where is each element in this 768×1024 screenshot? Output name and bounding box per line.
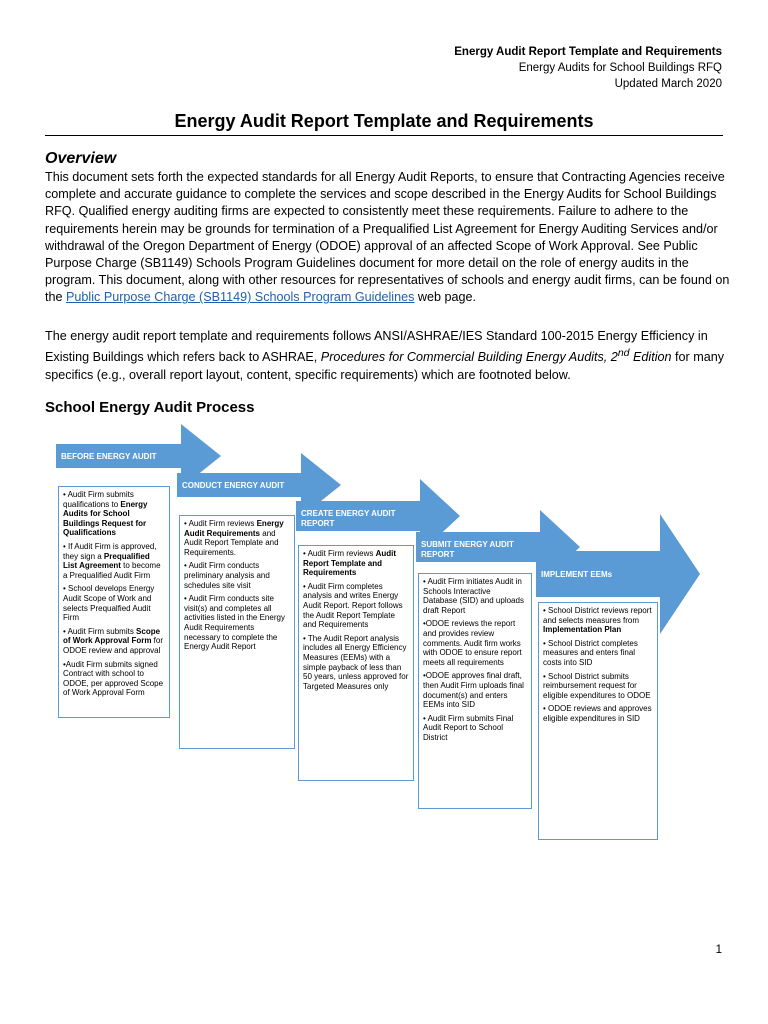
stage-bullet-item xyxy=(423,577,527,615)
overview-heading: Overview xyxy=(45,150,117,167)
stage-bullet-item xyxy=(303,582,409,630)
stage-label: CONDUCT ENERGY AUDIT xyxy=(182,481,285,490)
bullet-text: • Audit Firm initiates Audit in Schools Interactive Database (SID) and uploads draft Report xyxy=(423,577,524,615)
bullet-text: • School District reviews report and selects measures from xyxy=(543,606,652,625)
bullet-emphasis: Prequalified List Agreement xyxy=(63,551,150,571)
bullet-text: and Audit Report Template and Requirements. xyxy=(184,528,279,557)
bullet-emphasis: Energy Audit Requirements xyxy=(184,519,284,538)
process-heading: School Energy Audit Process xyxy=(45,399,255,416)
bullet-text: • If Audit Firm is approved, they sign a xyxy=(63,541,157,561)
stage-label: BEFORE ENERGY AUDIT xyxy=(61,452,157,461)
stage-bullet-item xyxy=(63,660,165,698)
title-divider xyxy=(45,135,723,136)
stage-bullet-item xyxy=(423,714,527,743)
bullet-text: •ODOE reviews the report and provides review comments. Audit firm works with ODOE to ensure report meets all requirements xyxy=(423,619,522,667)
bullet-text: • School District completes measures and enters final costs into SID xyxy=(543,638,638,667)
bullet-emphasis: Audit Report Template and Requirements xyxy=(303,549,397,578)
bullet-text: • Audit Firm submits qualifications to xyxy=(63,490,134,509)
stage-bullet-item xyxy=(543,606,653,635)
stage-bullet-item xyxy=(423,671,527,709)
bullet-text: • Audit Firm submits xyxy=(63,626,137,636)
bullet-text: • Audit Firm completes analysis and writes Energy Audit Report. Report follows the Audit Report Template and Requirements xyxy=(303,581,403,630)
stage-bullet-item xyxy=(184,594,290,652)
stage-bullet-item xyxy=(543,704,653,723)
stage-bullet-item xyxy=(63,627,165,656)
stage-label: IMPLEMENT EEMs xyxy=(541,570,613,579)
standard-text-2: for many specifics (e.g., overall report layout, content, specific requirements) which are footnoted below. xyxy=(45,350,725,382)
document-title: Energy Audit Report Template and Requirements xyxy=(174,111,594,131)
stage-bullet-item xyxy=(303,634,409,692)
overview-text: This document sets forth the expected standards for all Energy Audit Reports, to ensure that Contracting Agencies receive complete and accurate guidance to complete the services and scope described in the Energy Audits for School Buildings RFQ. Qualified energy auditing firms are expected to consistently meet these requirements. Failure to adhere to the requirements herein may be grounds for termination of a Prequalified List Agreement for Energy Auditing Services and/or withdrawal of the Oregon Department of Energy (ODOE) approval of an affected Scope of Work Approval. See Public Purpose Charge (SB1149) Schools Program Guidelines document for more detail on the role of energy audits in the program. This document, along with other resources for representatives of schools and energy audit firms, can be found on the xyxy=(45,170,730,305)
page-number: 1 xyxy=(715,944,722,956)
running-header-title: Energy Audit Report Template and Requirements xyxy=(454,46,722,58)
stage-bullet-item xyxy=(303,549,409,578)
bullet-text: • Audit Firm conducts preliminary analysis and schedules site visit xyxy=(184,561,270,590)
stage-bullet-item xyxy=(543,639,653,668)
stage-box-before-audit xyxy=(58,486,170,718)
stage-label: SUBMIT ENERGY AUDIT REPORT xyxy=(421,540,514,559)
stage-bullet-item xyxy=(543,672,653,701)
overview-tail: web page. xyxy=(414,290,477,305)
bullet-text: • Audit Firm conducts site visit(s) and completes all activities listed in the Energy Audit Requirements necessary to complete the Energy Audit Report xyxy=(184,594,285,652)
stage-box-submit-report xyxy=(418,573,532,809)
stage-box-conduct-audit xyxy=(179,515,295,749)
bullet-text: • School develops Energy Audit Scope of Work and selects Prequalfied Audit Firm xyxy=(63,584,155,623)
stage-bullet-item xyxy=(423,619,527,667)
bullet-emphasis: Energy Audits for School Buildings Request for Qualifications xyxy=(63,499,148,538)
bullet-text: • Audit Firm reviews xyxy=(303,549,376,558)
stage-box-create-report xyxy=(298,545,414,781)
standard-superscript: nd xyxy=(617,347,630,360)
stage-bullet-item xyxy=(184,561,290,590)
bullet-text: • The Audit Report analysis includes all Energy Efficiency Measures (EEMs) with a simple payback of less than 50 years, unless approved for Targeted Measures only xyxy=(303,633,409,691)
standard-italic: Procedures for Commercial Building Energy Audits, 2 xyxy=(320,350,618,365)
running-header-subtitle: Energy Audits for School Buildings RFQ xyxy=(518,62,722,74)
bullet-emphasis: Implementation Plan xyxy=(543,625,622,635)
standard-paragraph xyxy=(45,328,735,384)
bullet-text: • Audit Firm reviews xyxy=(184,519,257,528)
running-header-date: Updated March 2020 xyxy=(614,78,722,90)
stage-box-implement-eems xyxy=(538,602,658,840)
standard-text-1: The energy audit report template and requirements follows ANSI/ASHRAE/IES Standard 100-2015 Energy Efficiency in Existing Buildings which refers back to ASHRAE, xyxy=(45,329,708,365)
stage-bullet-item xyxy=(63,584,165,622)
stage-bullet-item xyxy=(63,490,165,538)
bullet-text: • ODOE reviews and approves eligible expenditures in SID xyxy=(543,704,652,723)
bullet-text: for ODOE review and approval xyxy=(63,636,164,655)
bullet-emphasis: Scope of Work Approval Form xyxy=(63,626,161,646)
bullet-text: • School District submits reimbursement request for eligible expenditures to ODOE xyxy=(543,671,651,700)
standard-italic-edition: Edition xyxy=(629,350,672,365)
stage-bullet-item xyxy=(63,542,165,580)
stage-bullet-item xyxy=(184,519,290,557)
bullet-text: to become a Prequalified Audit Firm xyxy=(63,561,161,580)
program-guidelines-link[interactable]: Public Purpose Charge (SB1149) Schools Program Guidelines xyxy=(66,290,415,305)
bullet-text: •ODOE approves final draft, then Audit Firm uploads final document(s) and enters EEMs into SID xyxy=(423,671,524,710)
stage-label: CREATE ENERGY AUDIT REPORT xyxy=(301,509,396,528)
overview-paragraph xyxy=(45,169,735,307)
bullet-text: •Audit Firm submits signed Contract with school to ODOE, per approved Scope of Work Approval Form xyxy=(63,659,164,698)
bullet-text: • Audit Firm submits Final Audit Report to School District xyxy=(423,713,514,742)
